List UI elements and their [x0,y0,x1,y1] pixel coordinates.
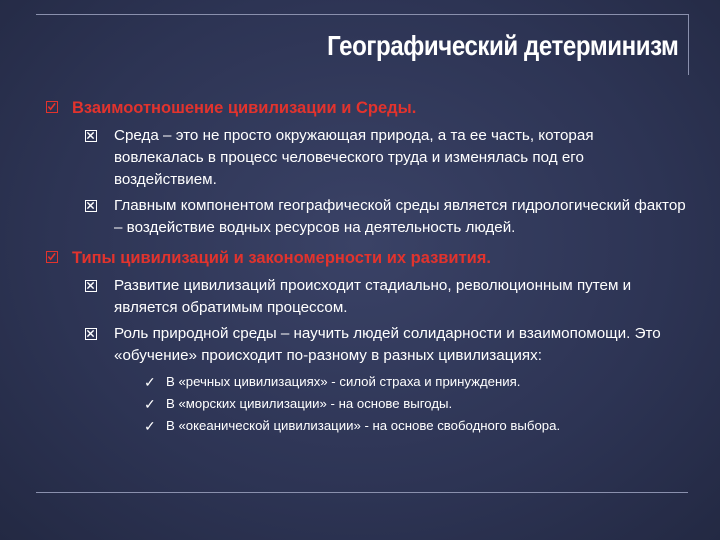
sub-list-item [144,371,686,393]
crossed-box-icon [85,200,97,212]
list-item [84,125,686,191]
sub-list-item [144,393,686,415]
checkmark-icon: ✓ [144,396,156,412]
bottom-divider [36,492,688,493]
crossed-box-icon [85,280,97,292]
slide-content [46,97,686,437]
list-item [84,275,686,319]
checkmark-icon: ✓ [144,374,156,390]
checked-box-icon [46,251,58,263]
section-heading-text: Взаимоотношение цивилизации и Среды. [72,99,417,117]
list-item-text: Среда – это не просто окружающая природа, а та ее часть, которая вовлекалась в процесс человеческого труда и изменялась под его воздействием. [114,127,594,188]
list-item [84,195,686,239]
section-heading-text: Типы цивилизаций и закономерности их развития. [72,249,492,267]
list-item-text: Главным компонентом географической среды является гидрологический фактор – воздействие водных ресурсов на деятельность людей. [114,197,686,236]
section-heading-2 [46,247,686,269]
list-item [84,323,686,367]
checked-box-icon [46,101,58,113]
list-item-text: Развитие цивилизаций происходит стадиально, революционным путем и является обратимым процессом. [114,277,632,316]
checkmark-icon: ✓ [144,418,156,434]
sub-list-item [144,415,686,437]
list-item-text: Роль природной среды – научить людей солидарности и взаимопомощи. Это «обучение» происходит по-разному в разных цивилизациях: [114,325,661,364]
crossed-box-icon [85,130,97,142]
sub-list-item-text: В «морских цивилизации» - на основе выгоды. [166,396,453,411]
sub-list-item-text: В «океанической цивилизации» - на основе свободного выбора. [166,418,561,433]
sub-list-item-text: В «речных цивилизациях» - силой страха и принуждения. [166,374,521,389]
crossed-box-icon [85,328,97,340]
slide-title: Географический детерминизм [326,30,678,61]
section-heading-1 [46,97,686,119]
